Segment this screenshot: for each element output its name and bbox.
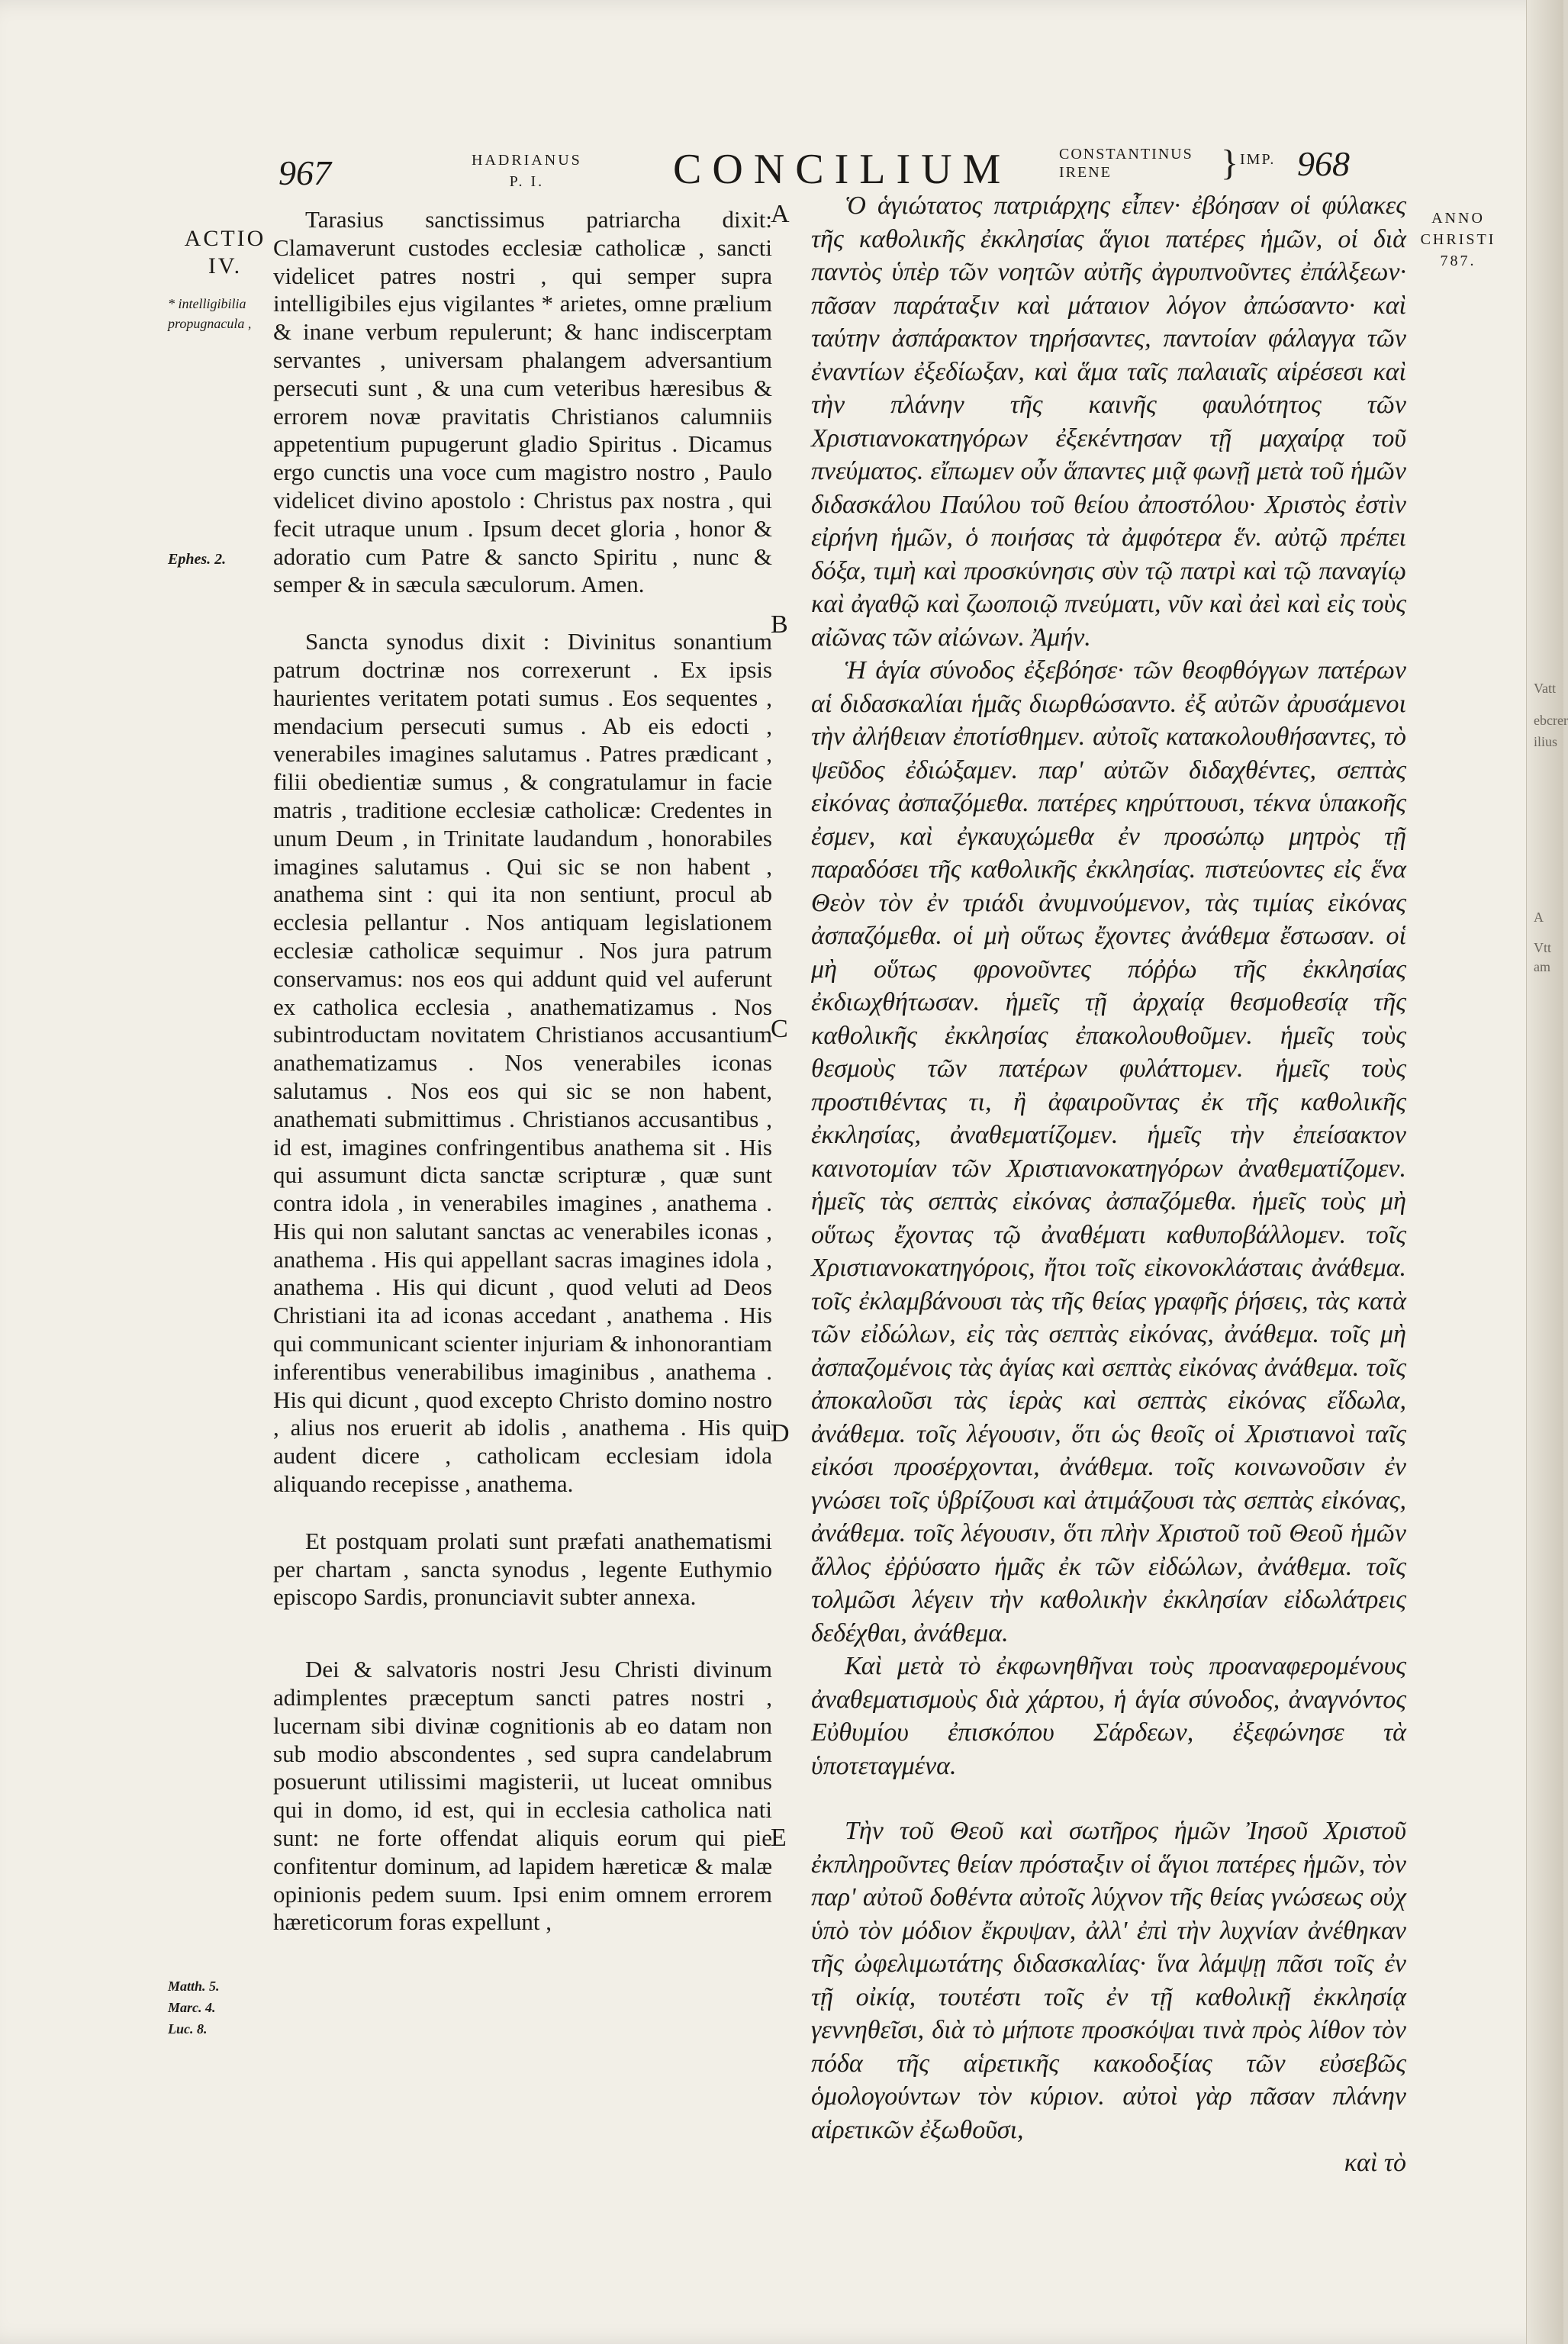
bleed-text: A	[1534, 910, 1544, 925]
section-letter-b: B	[771, 610, 788, 639]
year-label: 787.	[1440, 253, 1476, 269]
marginal-note-propugnacula: * intelligibilia propugnacula ,	[168, 296, 252, 331]
running-head-emperors	[1059, 145, 1193, 182]
section-letter-c: C	[771, 1015, 788, 1043]
latin-paragraph: Dei & salvatoris nostri Jesu Christi divinum adimplentes præceptum sancti patres nostri , lucernam sibi divinæ cognitionis ab eo datam non sub modio abscondentes , sed supra candelabrum posuerunt utilissimi magisterii, ut luceat omnibus qui in domo, id est, qui in ecclesia catholica nati sunt: ne forte offendat aliquis eorum qui pie confitentur dominum, ad lapidem hæreticæ & malæ opinionis pedem suum. Ipsi enim omnem errorem hæreticorum foras expellunt ,	[273, 1656, 772, 1936]
latin-paragraph: Sancta synodus dixit : Divinitus sonantium patrum doctrinæ nos correxerunt . Ex ipsis haurientes veritatem potati sumus . Eos sequentes , mendacium persecuti sumus . Ab eis edocti , venerabiles imagines salutamus . Patres prædicant , filii obedientiæ sumus , & congratulamur in facie matris , traditione ecclesiæ catholicæ: Credentes in unum Deum , in Trinitate laudandum , honorabiles imagines salutamus . Qui sic se non habent , anathema sint : qui ita non sentiunt, procul ab ecclesia pellantur . Nos antiquam legislationem ecclesiæ catholicæ sequimur . Nos jura patrum conservamus: nos eos qui addunt quid vel auferunt ex catholica ecclesia , anathematizamus . Nos subintroductam novitatem Christianos accusantium anathematizamus . Nos venerabiles iconas salutamus . Nos eos qui sic se non habent, anathemati submittimus . Christianos accusantibus , id est, imagines confringentibus anathema sit . His qui assumunt dicta sanctæ scripturæ , quæ sunt contra idola , in venerabiles imagines , anathema . His qui non salutant sanctas ac venerabiles iconas , anathema . His qui appellant sacras imagines idola , anathema . His qui dicunt , quod veluti ad Deos Christiani ita ad iconas accedant , anathema . His qui communicant scienter injuriam & inhonorantiam inferentibus venerabilibus imaginibus , anathema . His qui dicunt , quod excepto Christo domino nostro , alius nos eruerit ab idolis , anathema . His qui audent dicere , catholicam ecclesiam idola aliquando recepisse , anathema.	[273, 628, 772, 1498]
marginal-note-marc: Marc. 4.	[168, 2000, 216, 2015]
brace-mark: }	[1221, 143, 1239, 183]
page-number-right: 968	[1297, 144, 1350, 183]
section-letter-d: D	[771, 1419, 790, 1447]
greek-catchword: καὶ τὸ	[1344, 2149, 1406, 2177]
christi-label: CHRISTI	[1420, 231, 1496, 248]
marginal-note-ephes: Ephes. 2.	[168, 551, 227, 568]
greek-column	[811, 189, 1406, 2180]
greek-paragraph: Καὶ μετὰ τὸ ἐκφωνηθῆναι τοὺς προαναφερομένους ἀναθεματισμοὺς διὰ χάρτου, ἡ ἁγία σύνοδος, ἀναγνόντος Εὐθυμίου ἐπισκόπου Σάρδεων, ἐξεφώνησε τὰ ὑποτεταγμένα.	[811, 1652, 1406, 1780]
bleed-text: Vtt	[1534, 940, 1552, 955]
marginal-note-matth: Matth. 5.	[168, 1979, 220, 1994]
marginal-note-luc: Luc. 8.	[168, 2021, 208, 2037]
actio-label: ACTIO IV.	[184, 226, 266, 279]
author-subtitle: P. I.	[509, 173, 545, 190]
emperor-1: CONSTANTINUS	[1059, 146, 1193, 163]
latin-column	[273, 206, 772, 1937]
running-head-title: CONCILIUM	[673, 146, 1012, 193]
author-name: HADRIANUS	[472, 152, 582, 169]
section-letter-a: A	[771, 200, 790, 228]
year-margin	[1401, 208, 1515, 272]
book-binding-edge	[1526, 0, 1568, 2344]
bleed-text: ilius	[1534, 734, 1558, 749]
greek-paragraph: Τὴν τοῦ Θεοῦ καὶ σωτῆρος ἡμῶν Ἰησοῦ Χριστοῦ ἐκπληροῦντες θείαν πρόσταξιν οἱ ἅγιοι πατέρες ἡμῶν, τὸν παρ' αὐτοῦ δοθέντα αὐτοῖς λύχνον τῆς θείας γνώσεως οὐχ ὑπὸ τὸν μόδιον ἔκρυψαν, ἀλλ' ἐπὶ τὴν λυχνίαν ἀνέθηκαν τῆς ὠφελιμωτάτης διδασκαλίας· ἵνα λάμψῃ πᾶσι τοῖς ἐν τῇ οἰκίᾳ, τουτέστι τοῖς ἐν τῇ καθολικῇ ἐκκλησίᾳ γεννηθεῖσι, διὰ τὸ μήποτε προσκόψαι τινὰ πρὸς λίθον τὸν πόδα τῆς αἱρετικῆς κακοδοξίας τῶν εὐσεβῶς ὁμολογούντων τὸν κύριον. αὐτοὶ γὰρ πᾶσαν πλάνην αἱρετικῶν ἐξωθοῦσι,	[811, 1817, 1406, 2144]
bleed-text: ebcrer	[1534, 713, 1568, 728]
anno-label: ANNO	[1431, 210, 1485, 227]
running-head-author	[472, 150, 582, 192]
imperial-label: IMP.	[1240, 151, 1276, 168]
latin-paragraph: Et postquam prolati sunt præfati anathematismi per chartam , sancta synodus , legente Euthymio episcopo Sardis, pronunciavit subter annexa.	[273, 1527, 772, 1611]
latin-paragraph: Tarasius sanctissimus patriarcha dixit: Clamaverunt custodes ecclesiæ catholicæ , sancti videlicet patres nostri , qui semper supra intelligibiles ejus vigilantes * arietes, omne prælium & inane verbum repulerunt; & hanc indiscerptam servantes , universam phalangem adversantium persecuti sunt , & una cum veteribus hæresibus & errorem novæ pravitatis Christianos calumniis appetentium pupugerunt gladio Spiritus . Dicamus ergo cunctis una voce cum magistro nostro , Paulo videlicet divino apostolo : Christus pax nostra , qui fecit utraque unum . Ipsum decet gloria , honor & adoratio cum Patre & sancto Spiritu , nunc & semper & in sæcula sæculorum. Amen.	[273, 206, 772, 598]
section-letter-e: E	[771, 1824, 787, 1852]
bleed-text: Vatt	[1534, 681, 1556, 696]
greek-paragraph: Ὁ ἁγιώτατος πατριάρχης εἶπεν· ἐβόησαν οἱ φύλακες τῆς καθολικῆς ἐκκλησίας ἅγιοι πατέρες ἡμῶν, οἱ διὰ παντὸς ὑπὲρ τῶν νοητῶν αὐτῆς ἀγρυπνοῦντες ἐπάλξεων· πᾶσαν παράταξιν καὶ μάταιον λόγον ἀπώσαντο· καὶ ταύτην ἀσπάρακτον τηρήσαντες, παντοίαν φάλαγγα τῶν ἐναντίων ἐξεδίωξαν, καὶ ἅμα ταῖς παλαιαῖς αἱρέσεσι καὶ τὴν πλάνην τῆς καινῆς φαυλότητος τῶν Χριστιανοκατηγόρων ἐξεκέντησαν τῇ μαχαίρᾳ τοῦ πνεύματος. εἴπωμεν οὖν ἅπαντες μιᾷ φωνῇ μετὰ τοῦ ἡμῶν διδασκάλου Παύλου τοῦ θείου ἀποστόλου· Χριστὸς ἐστὶν εἰρήνη ἡμῶν, ὁ ποιήσας τὰ ἀμφότερα ἕν. αὐτῷ πρέπει δόξα, τιμὴ καὶ προσκύνησις σὺν τῷ πατρὶ καὶ τῷ παναγίῳ καὶ ἀγαθῷ καὶ ζωοποιῷ πνεύματι, νῦν καὶ ἀεὶ καὶ εἰς τοὺς αἰῶνας τῶν αἰώνων. Ἀμήν.	[811, 192, 1406, 652]
emperor-2: IRENE	[1059, 164, 1112, 181]
page-number-left: 967	[279, 153, 331, 192]
bleed-text: am	[1534, 959, 1550, 974]
greek-paragraph: Ἡ ἁγία σύνοδος ἐξεβόησε· τῶν θεοφθόγγων πατέρων αἱ διδασκαλίαι ἡμᾶς διωρθώσαντο. ἐξ αὐτῶν ἀρυσάμενοι τὴν ἀλήθειαν ἐποτίσθημεν. αὐτοῖς κατακολουθήσαντες, τὸ ψεῦδος ἐδιώξαμεν. παρ' αὐτῶν διδαχθέντες, σεπτὰς εἰκόνας ἀσπαζόμεθα. πατέρες κηρύττουσι, τέκνα ὑπακοῆς ἐσμεν, καὶ ἐγκαυχώμεθα ἐν προσώπῳ μητρὸς τῇ παραδόσει τῆς καθολικῆς ἐκκλησίας. πιστεύοντες εἰς ἕνα Θεὸν τὸν ἐν τριάδι ἀνυμνούμενον, τὰς τιμίας εἰκόνας ἀσπαζόμεθα. οἱ μὴ οὕτως ἔχοντες ἀνάθεμα ἔστωσαν. οἱ μὴ οὕτως φρονοῦντες πόῤῥω τῆς ἐκκλησίας ἐκδιωχθήτωσαν. ἡμεῖς τῇ ἀρχαίᾳ θεσμοθεσίᾳ τῆς καθολικῆς ἐκκλησίας ἐπακολουθοῦμεν. ἡμεῖς τοὺς θεσμοὺς τῶν πατέρων φυλάττομεν. ἡμεῖς τοὺς προστιθέντας τι, ἢ ἀφαιροῦντας ἐκ τῆς καθολικῆς ἐκκλησίας, ἀναθεματίζομεν. ἡμεῖς τὴν ἐπείσακτον καινοτομίαν τῶν Χριστιανοκατηγόρων ἀναθεματίζομεν. ἡμεῖς τὰς σεπτὰς εἰκόνας ἀσπαζόμεθα. ἡμεῖς τοὺς μὴ οὕτως ἔχοντας τῷ ἀναθέματι καθυποβάλλομεν. τοῖς Χριστιανοκατηγόροις, ἤτοι τοῖς εἰκονοκλάσταις ἀνάθεμα. τοῖς ἐκλαμβάνουσι τὰς τῆς θείας γραφῆς ῥήσεις, τὰς κατὰ τῶν εἰδώλων, εἰς τὰς σεπτὰς εἰκόνας, ἀνάθεμα. τοῖς μὴ ἀσπαζομένοις τὰς ἁγίας καὶ σεπτὰς εἰκόνας ἀνάθεμα. τοῖς ἀποκαλοῦσι τὰς ἱερὰς καὶ σεπτὰς εἰκόνας εἴδωλα, ἀνάθεμα. τοῖς λέγουσιν, ὅτι ὡς θεοῖς οἱ Χριστιανοὶ ταῖς εἰκόσι προσέρχονται, ἀνάθεμα. τοῖς κοινωνοῦσιν ἐν γνώσει τοῖς ὑβρίζουσι καὶ ἀτιμάζουσι τὰς σεπτὰς εἰκόνας, ἀνάθεμα. τοῖς λέγουσιν, ὅτι πλὴν Χριστοῦ τοῦ Θεοῦ ἡμῶν ἄλλος ἐῤῥύσατο ἡμᾶς ἐκ τῶν εἰδώλων, ἀνάθεμα. τοῖς τολμῶσι λέγειν τὴν καθολικὴν ἐκκλησίαν εἰδωλάτρεις δεδέχθαι, ἀνάθεμα.	[811, 656, 1406, 1647]
